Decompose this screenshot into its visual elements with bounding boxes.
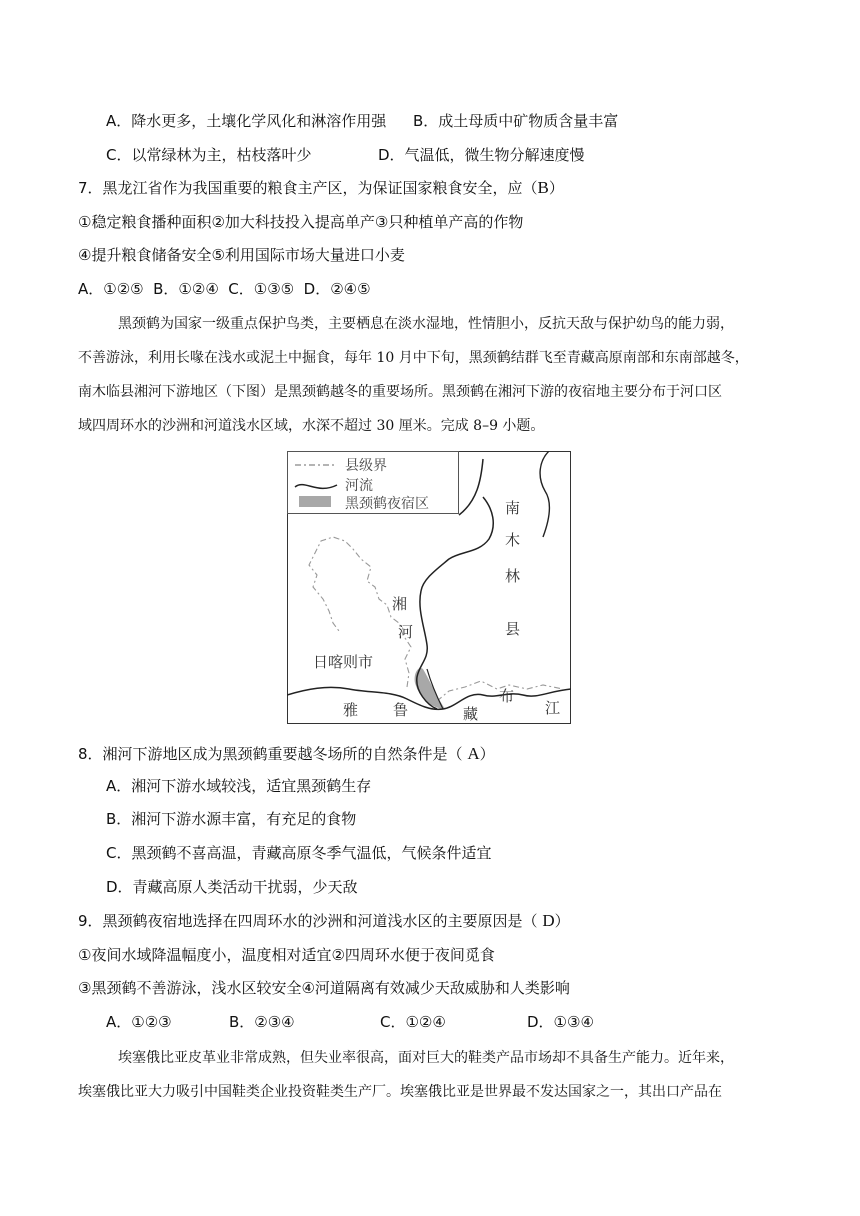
passage2-line1: 埃塞俄比亚皮革业非常成熟，但失业率很高，面对巨大的鞋类产品市场却不具备生产能力。近年来，: [118, 1050, 734, 1066]
q9-option-d: D．①③④: [527, 1013, 594, 1031]
q8-option-b: B．湘河下游水源丰富，有充足的食物: [106, 810, 357, 828]
label-lu: 鲁: [393, 701, 409, 719]
legend-river-label: 河流: [345, 478, 373, 494]
q7-items-line1: ①稳定粮食播种面积②加大科技投入提高单产③只种植单产高的作物: [78, 213, 524, 231]
q9-items-line1: ①夜间水域降温幅度小，温度相对适宜②四周环水便于夜间觅食: [78, 946, 495, 964]
q7-stem: [78, 178, 564, 198]
q8-option-d: D．青藏高原人类活动干扰弱，少天敌: [106, 878, 358, 896]
q8-stem-text: 8．湘河下游地区成为黑颈鹤重要越冬场所的自然条件是（: [78, 745, 468, 763]
passage1-line2: 不善游泳，利用长喙在浅水或泥土中掘食，每年 10 月中下旬，黑颈鹤结群飞至青藏高原南部和东南部越冬，: [78, 350, 749, 366]
label-jiang: 江: [545, 699, 561, 717]
q9-option-b: B．②③④: [229, 1013, 295, 1031]
label-xian: 县: [505, 620, 521, 638]
q9-option-a: A．①②③: [106, 1013, 172, 1031]
q8-option-c: C．黑颈鹤不喜高温，青藏高原冬季气温低，气候条件适宜: [106, 844, 492, 862]
map-svg: [287, 451, 571, 724]
legend-county-border-label: 县级界: [345, 458, 387, 474]
map-figure: [287, 451, 571, 724]
label-mu: 木: [505, 531, 521, 549]
passage1-line1: 黑颈鹤为国家一级重点保护鸟类，主要栖息在淡水湿地，性情胆小，反抗天敌与保护幼鸟的能力弱，: [118, 316, 734, 332]
q8-stem-end: ）: [479, 745, 495, 763]
q7-stem-end: ）: [548, 179, 564, 197]
q7-options: A．①②⑤ B．①②④ C．①③⑤ D．②④⑤: [78, 280, 371, 298]
q7-stem-text: 7．黑龙江省作为我国重要的粮食主产区，为保证国家粮食安全，应（: [78, 179, 538, 197]
passage1-line3: 南木临县湘河下游地区（下图）是黑颈鹤越冬的重要场所。黑颈鹤在湘河下游的夜宿地主要分布于河口区: [78, 384, 722, 400]
q6-option-b: B．成土母质中矿物质含量丰富: [413, 112, 619, 130]
q6-option-a: A．降水更多，土壤化学风化和淋溶作用强: [106, 112, 387, 130]
q8-stem: [78, 744, 495, 764]
label-bu: 布: [499, 687, 515, 705]
q9-items-line2: ③黑颈鹤不善游泳，浅水区较安全④河道隔离有效减少天敌威胁和人类影响: [78, 979, 570, 997]
q9-stem-text: 9．黑颈鹤夜宿地选择在四周环水的沙洲和河道浅水区的主要原因是（: [78, 912, 543, 930]
q6-option-c: C．以常绿林为主，枯枝落叶少: [106, 146, 312, 164]
label-xiang: 湘: [392, 595, 408, 613]
label-lin: 林: [505, 567, 521, 585]
q7-items-line2: ④提升粮食储备安全⑤利用国际市场大量进口小麦: [78, 246, 405, 264]
q6-option-d: D．气温低，微生物分解速度慢: [378, 146, 585, 164]
label-zang: 藏: [463, 705, 479, 723]
legend-roost-symbol: [299, 496, 331, 507]
q7-answer: B: [537, 178, 549, 197]
label-rikaze: 日喀则市: [313, 653, 374, 671]
legend-roost-label: 黑颈鹤夜宿区: [345, 496, 429, 512]
q9-stem: [78, 911, 570, 931]
label-ya: 雅: [343, 701, 359, 719]
label-he: 河: [398, 623, 414, 641]
q9-option-c: C．①②④: [380, 1013, 446, 1031]
passage1-line4: 域四周环水的沙洲和河道浅水区域，水深不超过 30 厘米。完成 8–9 小题。: [78, 418, 545, 434]
q9-answer: D: [542, 911, 555, 930]
q9-stem-end: ）: [554, 912, 570, 930]
label-nan: 南: [505, 499, 521, 517]
q8-option-a: A．湘河下游水域较浅，适宜黑颈鹤生存: [106, 777, 372, 795]
q8-answer: A: [467, 744, 480, 763]
passage2-line2: 埃塞俄比亚大力吸引中国鞋类企业投资鞋类生产厂。埃塞俄比亚是世界最不发达国家之一，其出口产品在: [78, 1084, 722, 1100]
